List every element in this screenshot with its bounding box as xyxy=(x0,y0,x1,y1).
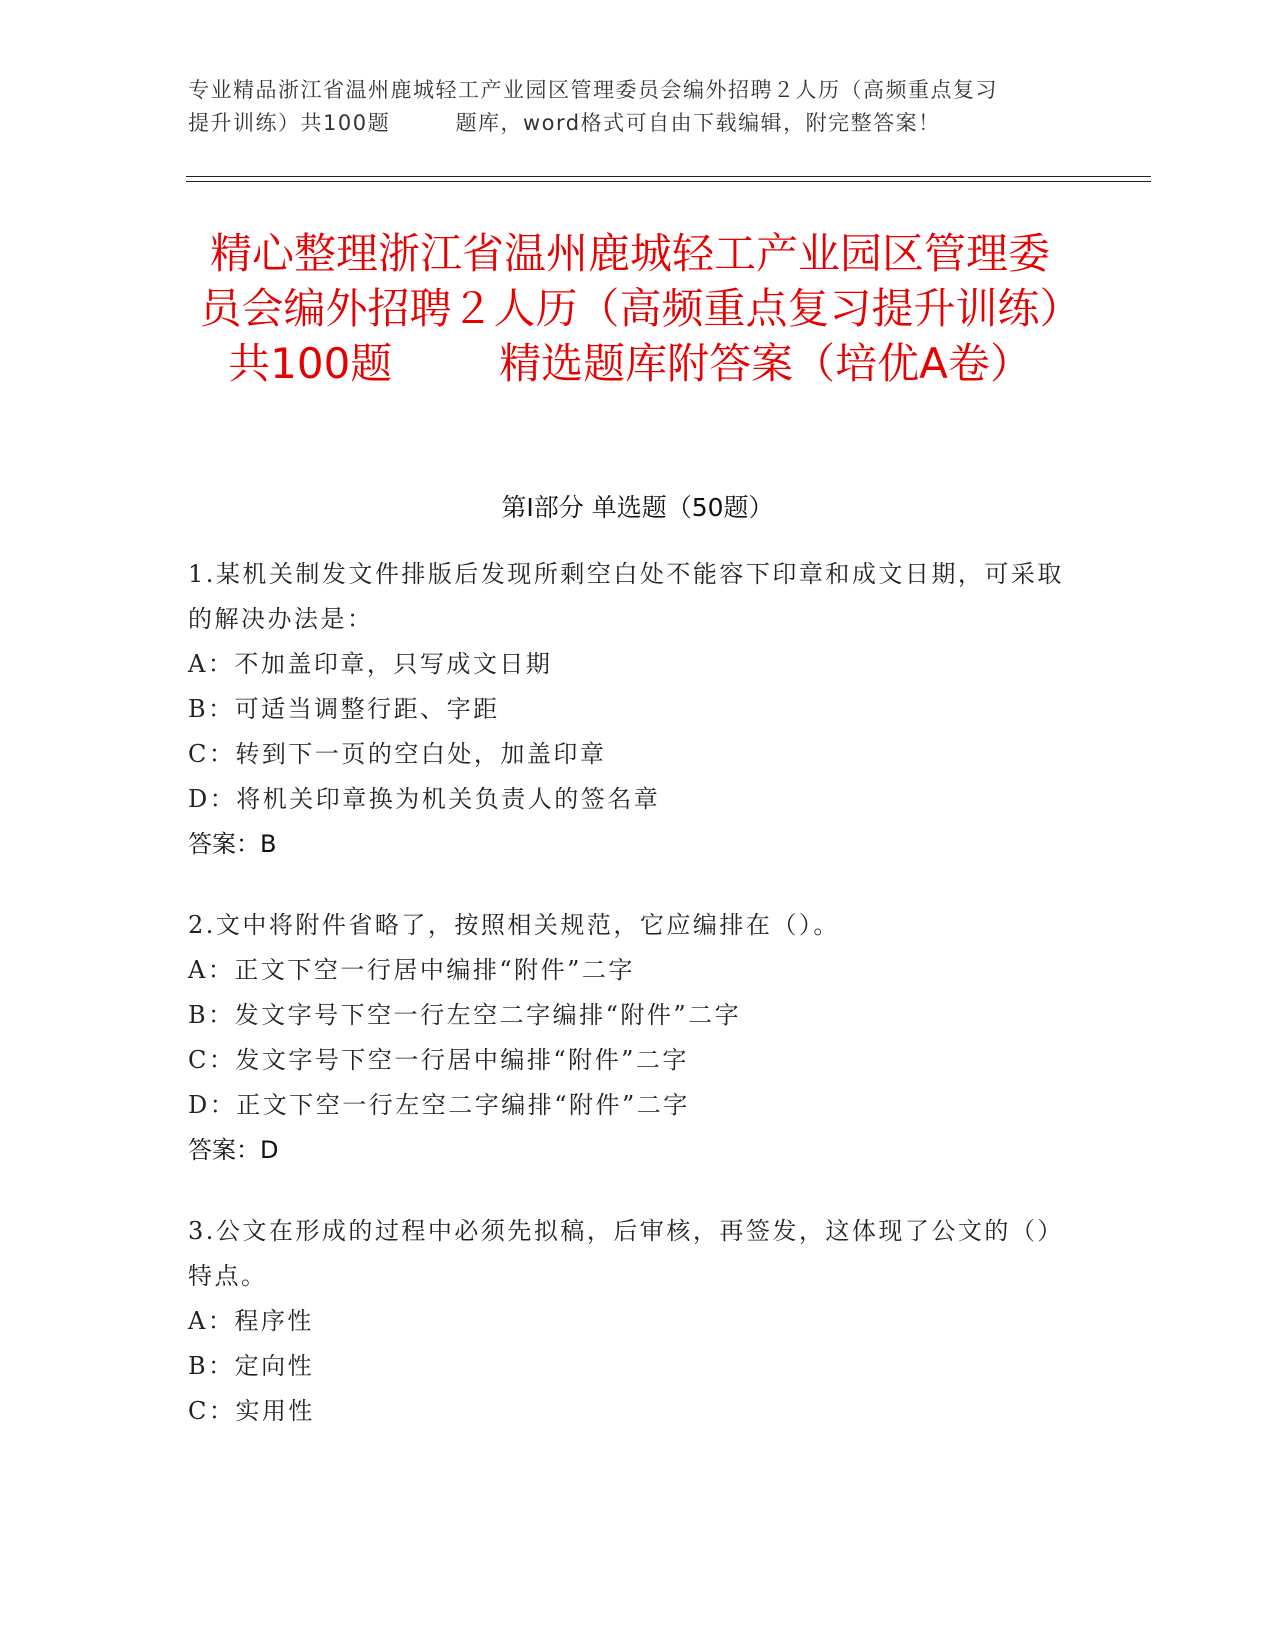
question-stem: 1.某机关制发文件排版后发现所剩空白处不能容下印章和成文日期，可采取的解决办法是： xyxy=(188,560,1064,633)
question-stem: 3.公文在形成的过程中必须先拟稿，后审核，再签发，这体现了公文的（）特点。 xyxy=(188,1217,1064,1290)
option-b: B：定向性 xyxy=(188,1352,315,1380)
option-d: D：正文下空一行左空二字编排“附件”二字 xyxy=(188,1091,690,1119)
question-3 xyxy=(188,1209,1088,1434)
option-c: C：实用性 xyxy=(188,1397,315,1425)
option-a: A：不加盖印章，只写成文日期 xyxy=(188,650,553,678)
document-title: 精心整理浙江省温州鹿城轻工产业园区管理委员会编外招聘２人历（高频重点复习提升训练）共100题 精选题库附答案（培优A卷） xyxy=(199,229,1061,388)
header-rule-top xyxy=(186,176,1151,177)
option-c: C：发文字号下空一行居中编排“附件”二字 xyxy=(188,1046,689,1074)
document-header xyxy=(188,74,1088,140)
answer-label: 答案：B xyxy=(188,830,277,858)
header-line-1: 专业精品浙江省温州鹿城轻工产业园区管理委员会编外招聘２人历（高频重点复习 xyxy=(188,78,998,102)
option-a: A：正文下空一行居中编排“附件”二字 xyxy=(188,956,635,984)
answer-label: 答案：D xyxy=(188,1136,279,1164)
option-b: B：发文字号下空一行左空二字编排“附件”二字 xyxy=(188,1001,742,1029)
question-2 xyxy=(188,903,1088,1173)
header-line-2: 提升训练）共100题 题库，word格式可自由下载编辑，附完整答案！ xyxy=(188,111,941,135)
question-stem: 2.文中将附件省略了，按照相关规范，它应编排在（）。 xyxy=(188,911,840,939)
question-1 xyxy=(188,552,1088,867)
section-heading: 第Ⅰ部分 单选题（50题） xyxy=(501,493,774,522)
option-d: D：将机关印章换为机关负责人的签名章 xyxy=(188,785,661,813)
option-a: A：程序性 xyxy=(188,1307,314,1335)
option-c: C：转到下一页的空白处，加盖印章 xyxy=(188,740,607,768)
option-b: B：可适当调整行距、字距 xyxy=(188,695,500,723)
header-rule-bottom xyxy=(186,181,1151,182)
